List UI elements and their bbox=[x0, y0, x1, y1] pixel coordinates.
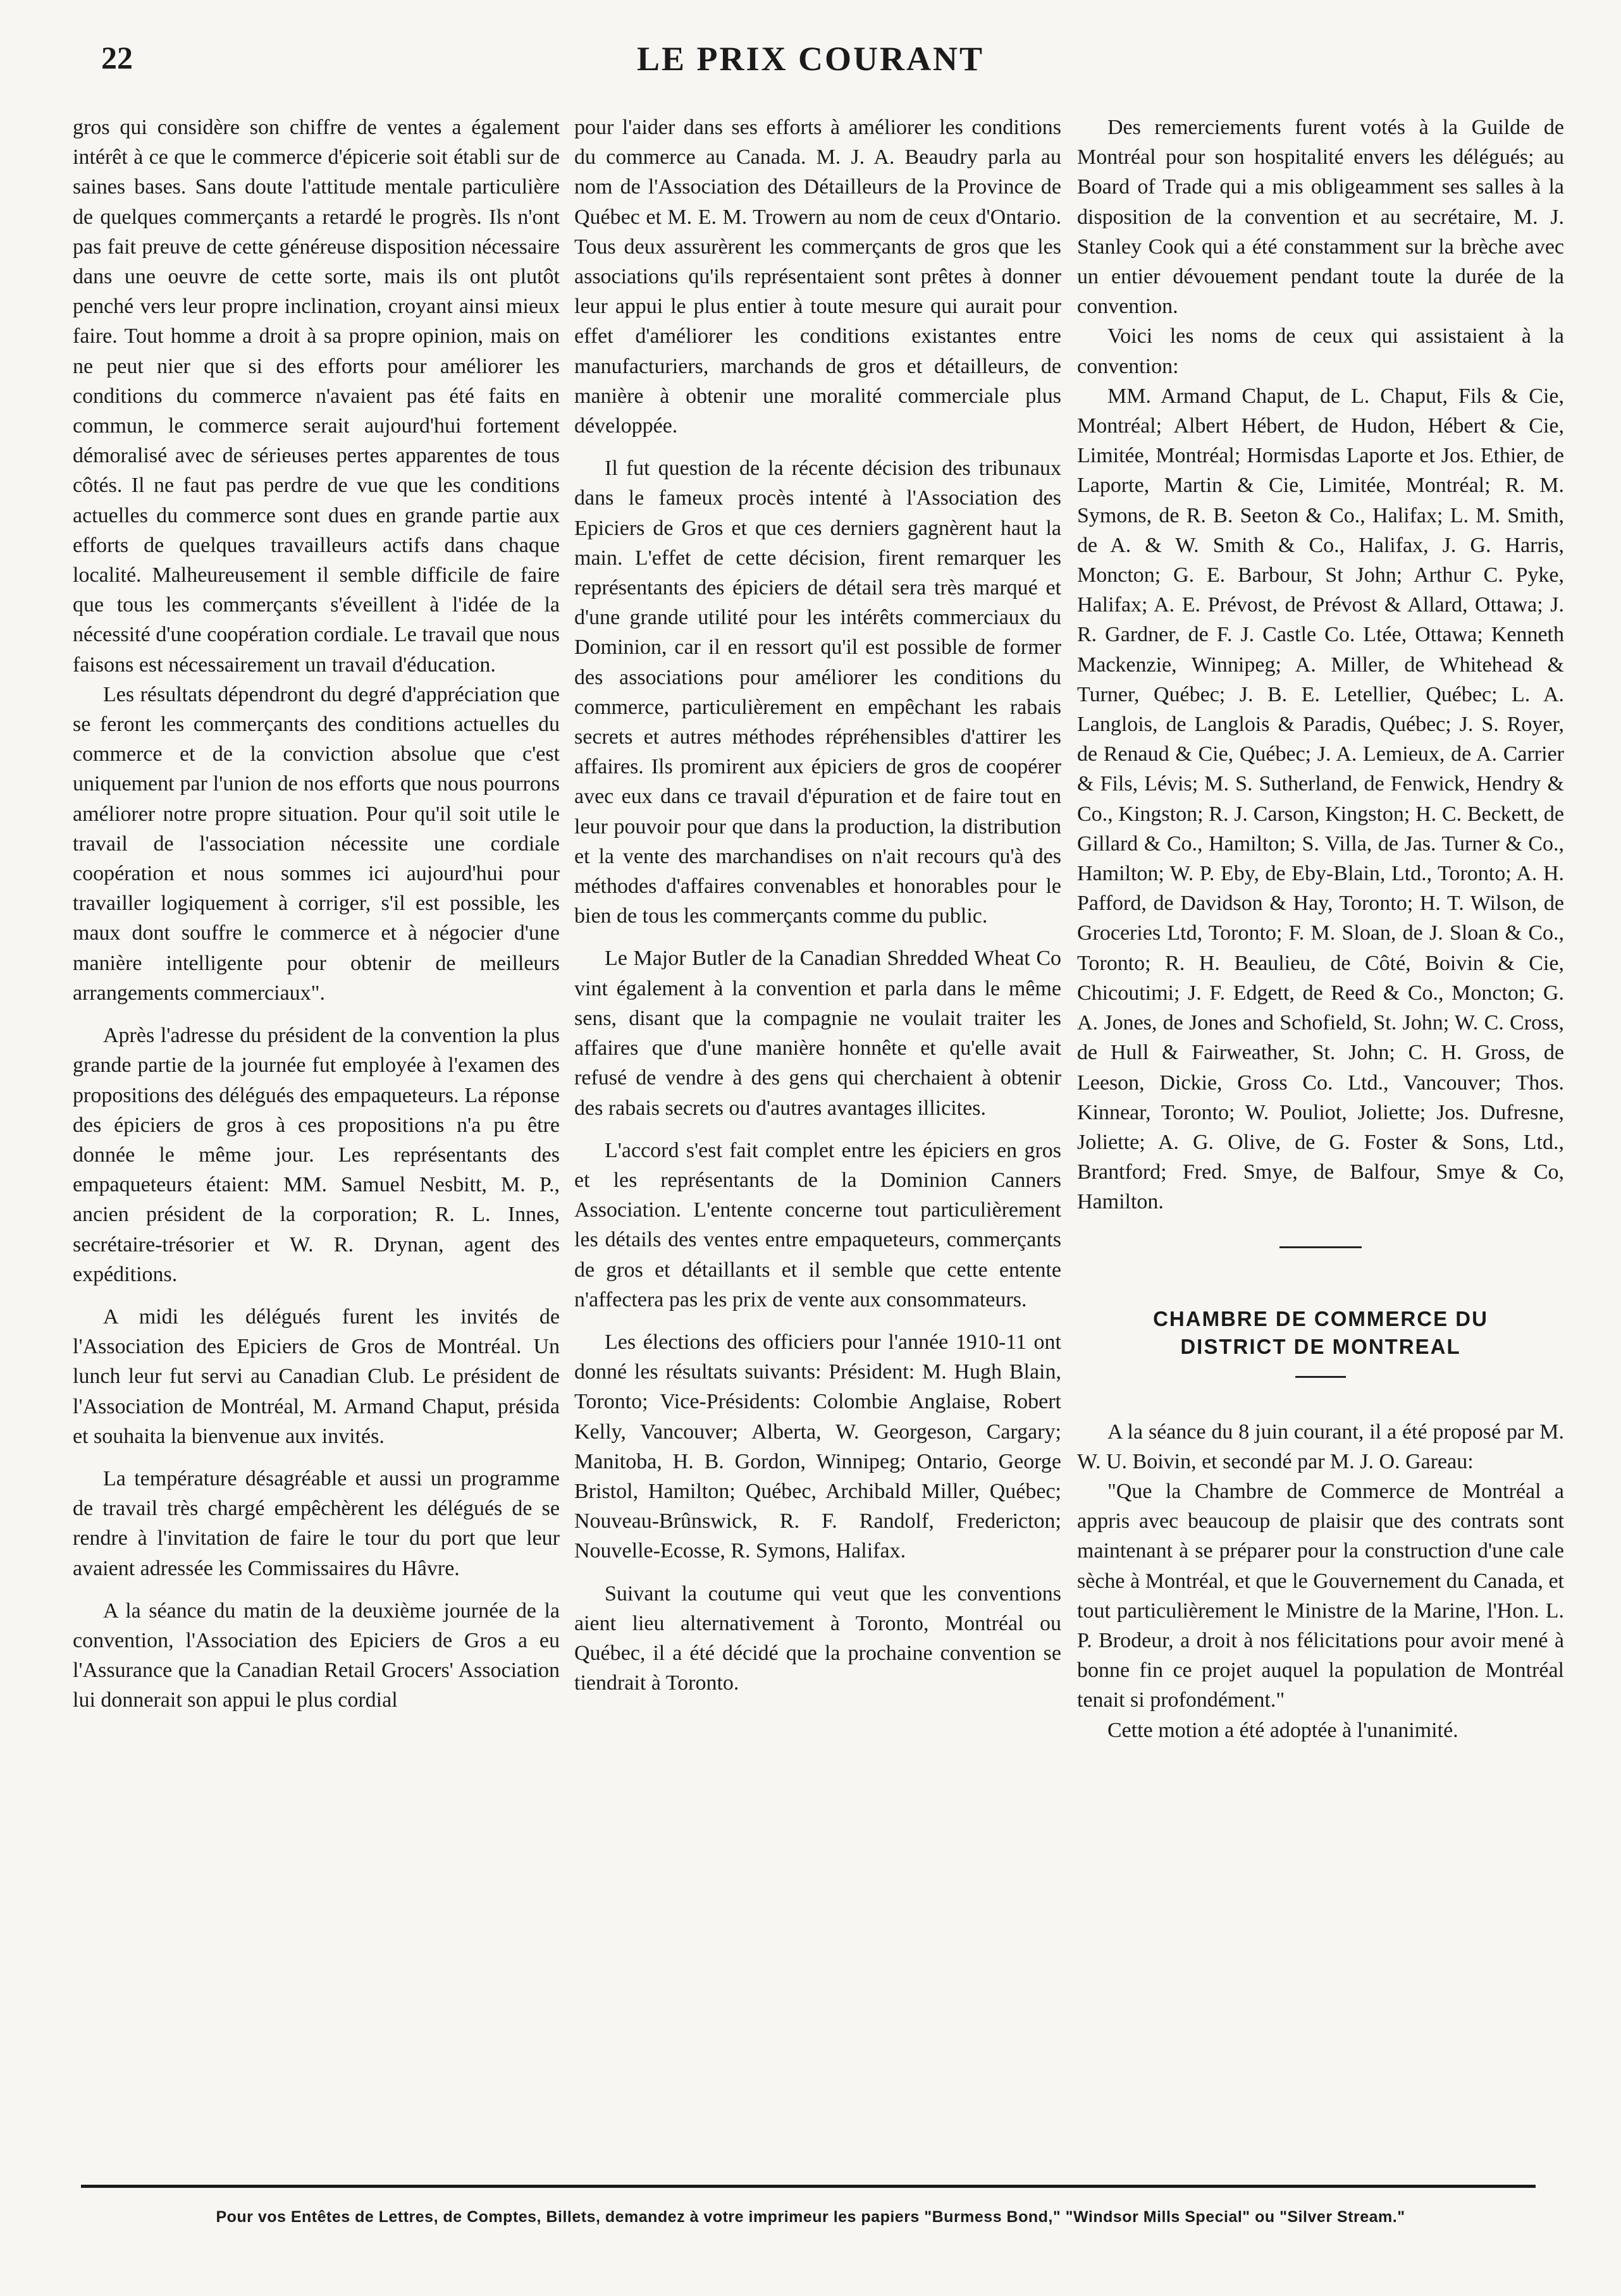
attendee-list: MM. Armand Chaput, de L. Chaput, Fils & Cie, Montréal; Albert Hébert, de Hudon, Hébert & Cie, Limitée, Montréal; Hormisdas Laporte et Jos. Ethier, de Laporte, Martin & Cie, Limitée, Montréal; R. M. Symons, de R. B. Seeton & Co., Halifax; L. M. Smith, de A. & W. Smith & Co., Halifax, J. G. Harris, Moncton; G. E. Barbour, St John; Arthur C. Pyke, Halifax; A. E. Prévost, de Prévost & Allard, Ottawa; J. R. Gardner, de F. J. Castle Co. Ltée, Ottawa; Kenneth Mackenzie, Winnipeg; A. Miller, de Whitehead & Turner, Québec; J. B. E. Letellier, Québec; L. A. Langlois, de Langlois & Paradis, Québec; J. S. Royer, de Renaud & Cie, Québec; J. A. Lemieux, de A. Carrier & Fils, Lévis; M. S. Sutherland, de Fenwick, Hendry & Co., Kingston; R. J. Carson, Kingston; H. C. Beckett, de Gillard & Co., Hamilton; S. Villa, de Jas. Turner & Co., Hamilton; W. P. Eby, de Eby-Blain, Ltd., Toronto; A. H. Pafford, de Davidson & Hay, Toronto; H. T. Wilson, de Groceries Ltd, Toronto; F. M. Sloan, de J. Sloan & Co., Toronto; R. H. Beaulieu, de Côté, Boivin & Cie, Chicoutimi; J. F. Edgett, de Reed & Co., Moncton; G. A. Jones, de Jones and Schofield, St. John; W. C. Cross, de Hull & Fairweather, St. John; C. H. Gross, de Leeson, Dickie, Gross Co. Ltd., Vancouver; Thos. Kinnear, Toronto; W. Pouliot, Joliette; Jos. Dufresne, Joliette; A. G. Olive, de G. Foster & Sons, Ltd., Brantford; Fred. Smye, de Balfour, Smye & Co, Hamilton. bbox=[1077, 384, 1564, 1214]
paragraph: gros qui considère son chiffre de ventes a également intérêt à ce que le commerce d'épicerie soit établi sur de saines bases. Sans doute l'attitude mentale particulière de quelques commerçants a retardé le progrès. Ils n'ont pas fait preuve de cette généreuse disposition nécessaire dans une oeuvre de cette sorte, mais ils ont plutôt penché vers leur propre inclination, croyant ainsi mieux faire. Tout homme a droit à sa propre opinion, mais on ne peut nier que si des efforts pour améliorer les conditions du commerce n'avaient pas été faits en commun, le commerce serait aujourd'hui fortement démoralisé avec de sérieuses pertes apparentes de tous côtés. Il ne faut pas perdre de vue que les conditions actuelles du commerce sont dues en grande partie aux efforts de quelques travailleurs actifs dans chaque localité. Malheureusement il semble difficile de faire que tous les commerçants s'éveillent à l'idée de la nécessité d'une coopération cordiale. Le travail que nous faisons est nécessairement un travail d'éducation. bbox=[73, 116, 560, 677]
paragraph: La température désagréable et aussi un programme de travail très chargé empêchèrent les délégués de se rendre à l'invitation de faire le tour du port que leur avaient adressée les Commissaires du Hâvre. bbox=[73, 1466, 560, 1580]
section-heading-line: DISTRICT DE MONTREAL bbox=[1180, 1334, 1461, 1358]
paragraph: Des remerciements furent votés à la Guilde de Montréal pour son hospitalité envers les délégués; au Board of Trade qui a mis obligeamment ses salles à la disposition de la convention et au secrétaire, M. J. Stanley Cook qui a été constamment sur la brèche avec un entier dévouement pendant toute la durée de la convention. bbox=[1077, 116, 1564, 319]
paragraph: L'accord s'est fait complet entre les épiciers en gros et les représentants de la Dominion Canners Association. L'entente concerne tout particulièrement les détails des ventes entre empaqueteurs, commerçants de gros et détaillants et il semble que cette entente n'affectera pas les prix de vente aux consommateurs. bbox=[574, 1138, 1061, 1311]
article-column-2 bbox=[574, 113, 1061, 1698]
paragraph: "Que la Chambre de Commerce de Montréal a appris avec beaucoup de plaisir que des contrats sont maintenant à se préparer pour la construction d'une cale sèche à Montréal, et que le Gouvernement du Canada, et tout particulièrement le Ministre de la Marine, l'Hon. L. P. Brodeur, a droit à nos félicitations pour avoir mené à bonne fin ce projet auquel la population de Montréal tenait si profondément." bbox=[1077, 1479, 1564, 1712]
paragraph: A la séance du 8 juin courant, il a été proposé par M. W. U. Boivin, et secondé par M. J. O. Gareau: bbox=[1077, 1420, 1564, 1473]
section-heading bbox=[1077, 1305, 1564, 1361]
paragraph: Voici les noms de ceux qui assistaient à la convention: bbox=[1077, 324, 1564, 378]
journal-title: LE PRIX COURANT bbox=[636, 40, 985, 78]
heading-rule bbox=[1295, 1376, 1346, 1378]
paragraph: Les résultats dépendront du degré d'appréciation que se feront les commerçants des conditions actuelles du commerce et de la conviction absolue que c'est uniquement par l'union de nos efforts que nous pourrons améliorer notre propre situation. Pour qu'il soit utile le travail de l'association nécessite une cordiale coopération et nous sommes ici aujourd'hui pour travailler logiquement à corriger, s'il est possible, les maux dont souffre le commerce et à négocier d'une manière intelligente pour obtenir de meilleurs arrangements commerciaux". bbox=[73, 682, 560, 1005]
paragraph: A midi les délégués furent les invités de l'Association des Epiciers de Gros de Montréal. Un lunch leur fut servi au Canadian Club. Le président de l'Association de Montréal, M. Armand Chaput, présida et souhaita la bienvenue aux invités. bbox=[73, 1305, 560, 1448]
paragraph: pour l'aider dans ses efforts à améliorer les conditions du commerce au Canada. M. J. A. Beaudry parla au nom de l'Association des Détailleurs de la Province de Québec et M. E. M. Trowern au nom de ceux d'Ontario. Tous deux assurèrent les commerçants de gros que les associations qu'ils représentaient sont prêtes à donner leur appui le plus entier à toute mesure qui aurait pour effet d'améliorer les conditions existantes entre manufacturiers, marchands de gros et détailleurs, de manière à obtenir une moralité commerciale plus développée. bbox=[574, 116, 1061, 438]
footer-rule bbox=[81, 2185, 1536, 2188]
paragraph: Les élections des officiers pour l'année 1910-11 ont donné les résultats suivants: Président: M. Hugh Blain, Toronto; Vice-Présidents: Colombie Anglaise, Robert Kelly, Vancouver; Alberta, W. Georgeson, Cargary; Manitoba, H. B. Gordon, Winnipeg; Ontario, George Bristol, Hamilton; Québec, Archibald Miller, Québec; Nouveau-Brûnswick, R. F. Randolf, Fredericton; Nouvelle-Ecosse, R. Symons, Halifax. bbox=[574, 1330, 1061, 1563]
section-heading-line: CHAMBRE DE COMMERCE DU bbox=[1153, 1306, 1488, 1330]
page-number: 22 bbox=[101, 40, 133, 75]
article-column-1 bbox=[73, 113, 560, 1716]
paragraph: Après l'adresse du président de la convention la plus grande partie de la journée fut employée à l'examen des propositions des délégués des empaqueteurs. La réponse des épiciers de gros à ces propositions n'a pu être donnée le même jour. Les représentants des empaqueteurs étaient: MM. Samuel Nesbitt, M. P., ancien président de la corporation; R. L. Innes, secrétaire-trésorier et W. R. Drynan, agent des expéditions. bbox=[73, 1024, 560, 1286]
page-header bbox=[0, 0, 1621, 89]
section-divider bbox=[1279, 1246, 1362, 1248]
article-column-3 bbox=[1077, 113, 1564, 1745]
footer-advertisement: Pour vos Entêtes de Lettres, de Comptes, Billets, demandez à votre imprimeur les papiers "Burmess Bond," "Windsor Mills Special" ou "Silver Stream." bbox=[216, 2208, 1405, 2226]
paragraph: Le Major Butler de la Canadian Shredded Wheat Co vint également à la convention et parla dans le même sens, disant que la compagnie ne voulait traiter les affaires que d'une manière honnête et qu'elle avait refusé de vendre à des gens qui cherchaient à obtenir des rabais secrets ou d'autres avantages illicites. bbox=[574, 947, 1061, 1120]
paragraph: Suivant la coutume qui veut que les conventions aient lieu alternativement à Toronto, Montréal ou Québec, il a été décidé que la prochaine convention se tiendrait à Toronto. bbox=[574, 1581, 1061, 1695]
paragraph: A la séance du matin de la deuxième journée de la convention, l'Association des Epiciers de Gros a eu l'Assurance que la Canadian Retail Grocers' Association lui donnerait son appui le plus cordial bbox=[73, 1599, 560, 1712]
paragraph: Il fut question de la récente décision des tribunaux dans le fameux procès intenté à l'Association des Epiciers de Gros et que ces derniers gagnèrent haut la main. L'effet de cette décision, firent remarquer les représentants des épiciers de détail sera très marqué et d'une grande utilité pour les intérêts commerciaux du Dominion, car il en ressort qu'il est possible de former des associations pour améliorer les conditions du commerce, particulièrement en empêchant les rabais secrets et autres méthodes répréhensibles d'attirer les affaires. Ils promirent aux épiciers de gros de coopérer avec eux dans ce travail d'épuration et de faire tout en leur pouvoir pour que dans la production, la distribution et la vente des marchandises on n'ait recours qu'à des méthodes d'affaires convenables et honorables pour le bien de tous les commerçants comme du public. bbox=[574, 457, 1061, 928]
paragraph: Cette motion a été adoptée à l'unanimité. bbox=[1107, 1718, 1458, 1742]
